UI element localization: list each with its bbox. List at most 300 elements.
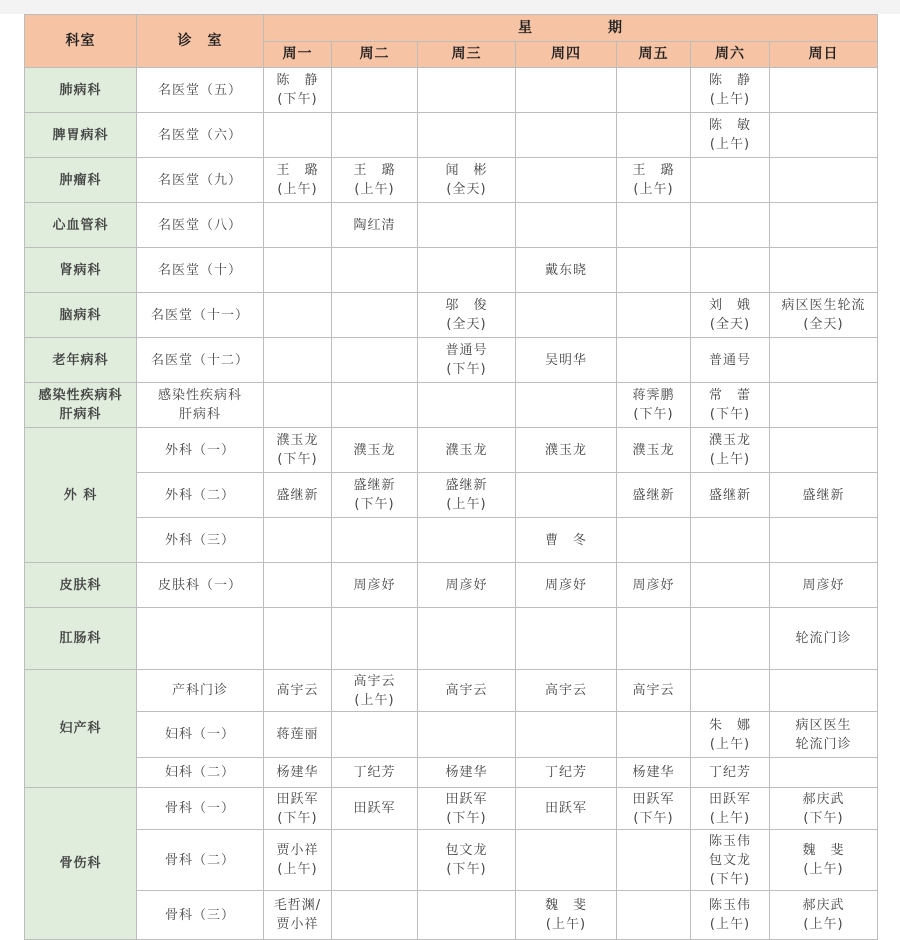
cell-line: 肝病科: [59, 407, 102, 422]
cell-line: (下午): [354, 497, 395, 512]
room-cell: [137, 68, 264, 113]
schedule-cell-tue: [332, 712, 418, 758]
header-day-sun: 周日: [770, 42, 878, 68]
schedule-cell-tue: [332, 293, 418, 338]
cell-line: 陈 静: [276, 73, 319, 88]
schedule-cell-fri: [617, 518, 691, 563]
cell-line: 蒋霁鹏: [632, 388, 675, 403]
cell-line: 盛继新: [353, 478, 396, 493]
schedule-cell-mon: [264, 758, 332, 788]
schedule-cell-fri: [617, 830, 691, 891]
schedule-cell-sat: [691, 788, 770, 830]
schedule-cell-tue: [332, 113, 418, 158]
cell-line: (下午): [277, 452, 318, 467]
cell-line: 陈 敏: [708, 118, 751, 133]
cell-line: 名医堂（十一）: [150, 307, 249, 323]
cell-line: 外科（三）: [164, 532, 235, 548]
cell-line: 魏 斐: [544, 898, 587, 913]
cell-line: 高宇云: [276, 683, 319, 698]
schedule-cell-fri: [617, 563, 691, 608]
schedule-cell-tue: [332, 248, 418, 293]
cell-line: 周彦妤: [802, 577, 845, 593]
cell-line: 贾小祥: [276, 917, 319, 932]
schedule-cell-sat: [691, 670, 770, 712]
table-row: [25, 248, 878, 293]
dept-cell: 老年病科: [25, 338, 137, 383]
cell-line: 盛继新: [802, 487, 845, 503]
header-day-wed: 周三: [418, 42, 516, 68]
schedule-cell-sat: [691, 428, 770, 473]
cell-line: 感染性疾病科: [157, 388, 242, 403]
cell-line: 外科（二）: [164, 487, 235, 503]
schedule-cell-tue: [332, 158, 418, 203]
schedule-cell-fri: [617, 428, 691, 473]
cell-line: 包文龙: [445, 843, 488, 858]
schedule-cell-sat: [691, 518, 770, 563]
schedule-cell-sat: [691, 758, 770, 788]
top-strip: [0, 0, 900, 14]
cell-line: 周彦妤: [353, 577, 396, 593]
schedule-cell-tue: [332, 891, 418, 940]
schedule-cell-fri: [617, 248, 691, 293]
schedule-cell-sun: [770, 338, 878, 383]
cell-line: (全天): [446, 182, 487, 197]
schedule-cell-sat: [691, 891, 770, 940]
room-cell: [137, 113, 264, 158]
dept-cell: 脑病科: [25, 293, 137, 338]
cell-line: 蒋莲丽: [276, 727, 319, 742]
room-cell: [137, 293, 264, 338]
table-row: [25, 712, 878, 758]
dept-cell: 心血管科: [25, 203, 137, 248]
cell-line: (上午): [803, 862, 844, 877]
table-row: [25, 113, 878, 158]
schedule-cell-wed: [418, 518, 516, 563]
schedule-cell-mon: [264, 891, 332, 940]
schedule-cell-sat: [691, 608, 770, 670]
cell-line: 陶红清: [353, 217, 396, 233]
schedule-cell-mon: [264, 518, 332, 563]
schedule-cell-mon: [264, 473, 332, 518]
dept-cell: 骨伤科: [25, 788, 137, 940]
schedule-cell-tue: [332, 203, 418, 248]
cell-line: 田跃军: [708, 791, 751, 807]
cell-line: 普通号: [445, 343, 488, 358]
schedule-cell-sat: [691, 248, 770, 293]
schedule-cell-tue: [332, 68, 418, 113]
schedule-cell-thu: [516, 563, 617, 608]
cell-line: 田跃军: [544, 801, 587, 816]
cell-line: 常 蕾: [708, 388, 751, 403]
table-row: [25, 830, 878, 891]
table-row: [25, 758, 878, 788]
schedule-cell-mon: [264, 158, 332, 203]
dept-cell: 肛肠科: [25, 608, 137, 670]
cell-line: 田跃军: [276, 791, 319, 807]
room-cell: [137, 203, 264, 248]
table-row: [25, 428, 878, 473]
header-day-tue: 周二: [332, 42, 418, 68]
schedule-cell-wed: [418, 788, 516, 830]
cell-line: 陈玉伟: [708, 833, 751, 849]
schedule-cell-mon: [264, 830, 332, 891]
cell-line: 高宇云: [632, 683, 675, 698]
schedule-cell-wed: [418, 563, 516, 608]
cell-line: 杨建华: [632, 765, 675, 780]
schedule-cell-wed: [418, 758, 516, 788]
table-row: [25, 293, 878, 338]
cell-line: 普通号: [708, 352, 751, 368]
schedule-cell-fri: [617, 670, 691, 712]
schedule-cell-mon: [264, 428, 332, 473]
cell-line: 濮玉龙: [276, 433, 319, 448]
cell-line: 魏 斐: [802, 843, 845, 858]
schedule-cell-wed: [418, 338, 516, 383]
cell-line: (上午): [277, 182, 318, 197]
schedule-cell-sun: [770, 248, 878, 293]
schedule-cell-thu: [516, 113, 617, 158]
schedule-cell-sun: [770, 712, 878, 758]
room-cell: [137, 248, 264, 293]
cell-line: 丁纪芳: [353, 765, 396, 780]
schedule-cell-sun: [770, 158, 878, 203]
cell-line: (上午): [803, 917, 844, 932]
schedule-cell-tue: [332, 338, 418, 383]
schedule-cell-thu: [516, 158, 617, 203]
cell-line: 杨建华: [445, 765, 488, 780]
header-dept: 科室: [25, 15, 137, 68]
schedule-cell-mon: [264, 113, 332, 158]
room-cell: [137, 383, 264, 428]
schedule-cell-fri: [617, 203, 691, 248]
cell-line: (上午): [709, 810, 751, 826]
dept-cell: 妇产科: [25, 670, 137, 788]
cell-line: 杨建华: [276, 765, 319, 780]
schedule-cell-mon: [264, 383, 332, 428]
schedule-cell-wed: [418, 113, 516, 158]
room-cell: [137, 428, 264, 473]
cell-line: 骨科（二）: [164, 852, 235, 868]
table-row: [25, 891, 878, 940]
schedule-cell-wed: [418, 68, 516, 113]
schedule-cell-wed: [418, 428, 516, 473]
schedule-cell-sat: [691, 203, 770, 248]
schedule-cell-thu: [516, 293, 617, 338]
cell-line: 妇科（一）: [164, 727, 235, 742]
schedule-cell-wed: [418, 608, 516, 670]
dept-cell: 皮肤科: [25, 563, 137, 608]
cell-line: 名医堂（八）: [157, 217, 242, 233]
schedule-cell-mon: [264, 670, 332, 712]
room-cell: [137, 518, 264, 563]
schedule-cell-sat: [691, 712, 770, 758]
schedule-cell-tue: [332, 473, 418, 518]
schedule-cell-thu: [516, 788, 617, 830]
cell-line: (全天): [709, 317, 751, 332]
cell-line: (上午): [446, 497, 487, 512]
schedule-cell-wed: [418, 712, 516, 758]
schedule-cell-sun: [770, 473, 878, 518]
cell-line: 濮玉龙: [544, 442, 587, 458]
schedule-cell-tue: [332, 428, 418, 473]
cell-line: 王 璐: [632, 163, 675, 178]
schedule-cell-fri: [617, 788, 691, 830]
schedule-cell-sat: [691, 113, 770, 158]
schedule-cell-fri: [617, 383, 691, 428]
schedule-cell-fri: [617, 712, 691, 758]
schedule-cell-thu: [516, 248, 617, 293]
room-cell: [137, 608, 264, 670]
cell-line: 骨科（一）: [164, 801, 235, 816]
cell-line: 田跃军: [632, 791, 675, 807]
table-row: [25, 203, 878, 248]
cell-line: 郝庆武: [802, 791, 845, 807]
room-cell: [137, 563, 264, 608]
cell-line: 濮玉龙: [708, 433, 751, 448]
cell-line: 陈玉伟: [708, 898, 751, 913]
cell-line: (上午): [354, 692, 395, 708]
schedule-cell-mon: [264, 712, 332, 758]
cell-line: 王 璐: [276, 163, 319, 178]
table-row: [25, 518, 878, 563]
table-row: [25, 608, 878, 670]
room-cell: [137, 830, 264, 891]
cell-line: 高宇云: [544, 683, 587, 698]
cell-line: 濮玉龙: [353, 442, 396, 458]
room-cell: [137, 670, 264, 712]
room-cell: [137, 158, 264, 203]
schedule-cell-tue: [332, 670, 418, 712]
schedule-table: [24, 14, 878, 940]
cell-line: 病区医生轮流: [781, 298, 866, 313]
cell-line: (上午): [709, 917, 751, 932]
cell-line: (上午): [545, 917, 587, 932]
cell-line: 盛继新: [708, 487, 751, 503]
schedule-cell-sun: [770, 788, 878, 830]
schedule-cell-wed: [418, 670, 516, 712]
schedule-cell-sun: [770, 608, 878, 670]
schedule-cell-sun: [770, 383, 878, 428]
cell-line: (上午): [354, 182, 395, 197]
schedule-cell-wed: [418, 158, 516, 203]
cell-line: (下午): [446, 810, 487, 826]
schedule-cell-fri: [617, 113, 691, 158]
cell-line: (下午): [277, 92, 318, 107]
schedule-cell-wed: [418, 891, 516, 940]
header-room: 诊 室: [137, 15, 264, 68]
schedule-cell-sun: [770, 68, 878, 113]
schedule-cell-fri: [617, 293, 691, 338]
cell-line: 毛哲渊/: [273, 898, 322, 913]
schedule-cell-thu: [516, 891, 617, 940]
cell-line: 肝病科: [178, 407, 221, 422]
cell-line: 闻 彬: [445, 163, 488, 178]
table-row: [25, 788, 878, 830]
schedule-cell-sat: [691, 830, 770, 891]
room-cell: [137, 891, 264, 940]
schedule-cell-sun: [770, 518, 878, 563]
cell-line: 郝庆武: [802, 898, 845, 913]
schedule-cell-sun: [770, 670, 878, 712]
schedule-cell-sun: [770, 203, 878, 248]
schedule-cell-thu: [516, 338, 617, 383]
schedule-cell-fri: [617, 473, 691, 518]
schedule-cell-thu: [516, 203, 617, 248]
schedule-cell-fri: [617, 608, 691, 670]
cell-line: 妇科（二）: [164, 765, 235, 780]
schedule-cell-wed: [418, 830, 516, 891]
schedule-cell-wed: [418, 248, 516, 293]
schedule-cell-sun: [770, 891, 878, 940]
cell-line: 贾小祥: [276, 843, 319, 858]
schedule-cell-thu: [516, 670, 617, 712]
schedule-cell-wed: [418, 473, 516, 518]
table-row: [25, 383, 878, 428]
header-day-fri: 周五: [617, 42, 691, 68]
cell-line: 濮玉龙: [632, 442, 675, 458]
dept-cell: 外 科: [25, 428, 137, 563]
cell-line: 高宇云: [353, 673, 396, 689]
cell-line: 轮流门诊: [795, 631, 852, 646]
schedule-cell-wed: [418, 383, 516, 428]
cell-line: 田跃军: [353, 801, 396, 816]
schedule-cell-fri: [617, 338, 691, 383]
cell-line: (下午): [446, 362, 487, 377]
schedule-cell-thu: [516, 428, 617, 473]
schedule-cell-thu: [516, 68, 617, 113]
dept-cell: 肾病科: [25, 248, 137, 293]
schedule-cell-fri: [617, 758, 691, 788]
cell-line: 陈 静: [708, 73, 751, 88]
schedule-cell-tue: [332, 788, 418, 830]
cell-line: (上午): [709, 137, 751, 152]
cell-line: 吴明华: [544, 352, 587, 368]
schedule-cell-sun: [770, 563, 878, 608]
schedule-cell-thu: [516, 830, 617, 891]
cell-line: 盛继新: [276, 487, 319, 503]
room-cell: [137, 712, 264, 758]
cell-line: (下午): [709, 871, 751, 887]
schedule-cell-sun: [770, 113, 878, 158]
cell-line: (下午): [446, 862, 487, 877]
schedule-cell-mon: [264, 248, 332, 293]
cell-line: 包文龙: [708, 852, 751, 868]
schedule-cell-sat: [691, 293, 770, 338]
schedule-cell-mon: [264, 788, 332, 830]
cell-line: (下午): [277, 810, 318, 826]
cell-line: 朱 娜: [708, 717, 751, 733]
room-cell: [137, 473, 264, 518]
schedule-cell-thu: [516, 712, 617, 758]
schedule-cell-sat: [691, 383, 770, 428]
cell-line: 濮玉龙: [445, 442, 488, 458]
schedule-cell-wed: [418, 203, 516, 248]
cell-line: 名医堂（九）: [157, 172, 242, 188]
cell-line: 丁纪芳: [544, 765, 587, 780]
cell-line: (上午): [709, 452, 751, 467]
cell-line: (全天): [803, 317, 844, 332]
room-cell: [137, 788, 264, 830]
cell-line: (上午): [277, 862, 318, 877]
table-row: [25, 158, 878, 203]
dept-cell: 脾胃病科: [25, 113, 137, 158]
header-week: 星 期: [264, 15, 878, 42]
schedule-cell-fri: [617, 891, 691, 940]
cell-line: 丁纪芳: [708, 765, 751, 780]
schedule-cell-sat: [691, 338, 770, 383]
cell-line: 骨科（三）: [164, 907, 235, 923]
schedule-cell-sat: [691, 473, 770, 518]
cell-line: (下午): [633, 810, 674, 826]
cell-line: 盛继新: [445, 478, 488, 493]
cell-line: 邬 俊: [445, 298, 488, 313]
schedule-cell-sat: [691, 563, 770, 608]
schedule-cell-mon: [264, 608, 332, 670]
schedule-cell-mon: [264, 293, 332, 338]
schedule-cell-mon: [264, 203, 332, 248]
schedule-cell-thu: [516, 758, 617, 788]
cell-line: 轮流门诊: [795, 736, 852, 752]
schedule-cell-sat: [691, 68, 770, 113]
schedule-cell-sun: [770, 428, 878, 473]
schedule-cell-fri: [617, 158, 691, 203]
dept-cell: [25, 383, 137, 428]
schedule-cell-tue: [332, 608, 418, 670]
cell-line: (下午): [803, 810, 844, 826]
schedule-cell-tue: [332, 383, 418, 428]
cell-line: 盛继新: [632, 487, 675, 503]
cell-line: 皮肤科（一）: [157, 577, 242, 593]
schedule-cell-mon: [264, 563, 332, 608]
cell-line: 周彦妤: [632, 577, 675, 593]
cell-line: (上午): [709, 92, 751, 107]
cell-line: 周彦妤: [544, 577, 587, 593]
cell-line: 刘 娥: [708, 298, 751, 313]
schedule-cell-thu: [516, 608, 617, 670]
cell-line: (下午): [633, 407, 674, 422]
dept-cell: 肿瘤科: [25, 158, 137, 203]
cell-line: 外科（一）: [164, 442, 235, 458]
cell-line: (上午): [633, 182, 674, 197]
cell-line: (上午): [709, 736, 751, 752]
cell-line: 曹 冬: [544, 532, 587, 548]
header-day-mon: 周一: [264, 42, 332, 68]
schedule-cell-thu: [516, 518, 617, 563]
cell-line: 名医堂（十二）: [150, 352, 249, 368]
schedule-cell-sun: [770, 830, 878, 891]
dept-cell: 肺病科: [25, 68, 137, 113]
cell-line: 田跃军: [445, 791, 488, 807]
schedule-cell-mon: [264, 338, 332, 383]
schedule-cell-sun: [770, 293, 878, 338]
cell-line: 名医堂（六）: [157, 127, 242, 143]
schedule-cell-tue: [332, 830, 418, 891]
table-row: [25, 473, 878, 518]
table-row: [25, 563, 878, 608]
table-row: [25, 68, 878, 113]
header-day-sat: 周六: [691, 42, 770, 68]
cell-line: (下午): [709, 407, 751, 422]
cell-line: 病区医生: [795, 717, 852, 733]
schedule-cell-thu: [516, 383, 617, 428]
cell-line: 感染性疾病科: [38, 388, 123, 403]
cell-line: 戴东晓: [544, 262, 587, 278]
cell-line: 王 璐: [353, 163, 396, 178]
schedule-cell-wed: [418, 293, 516, 338]
table-row: [25, 338, 878, 383]
schedule-cell-thu: [516, 473, 617, 518]
cell-line: 高宇云: [445, 683, 488, 698]
